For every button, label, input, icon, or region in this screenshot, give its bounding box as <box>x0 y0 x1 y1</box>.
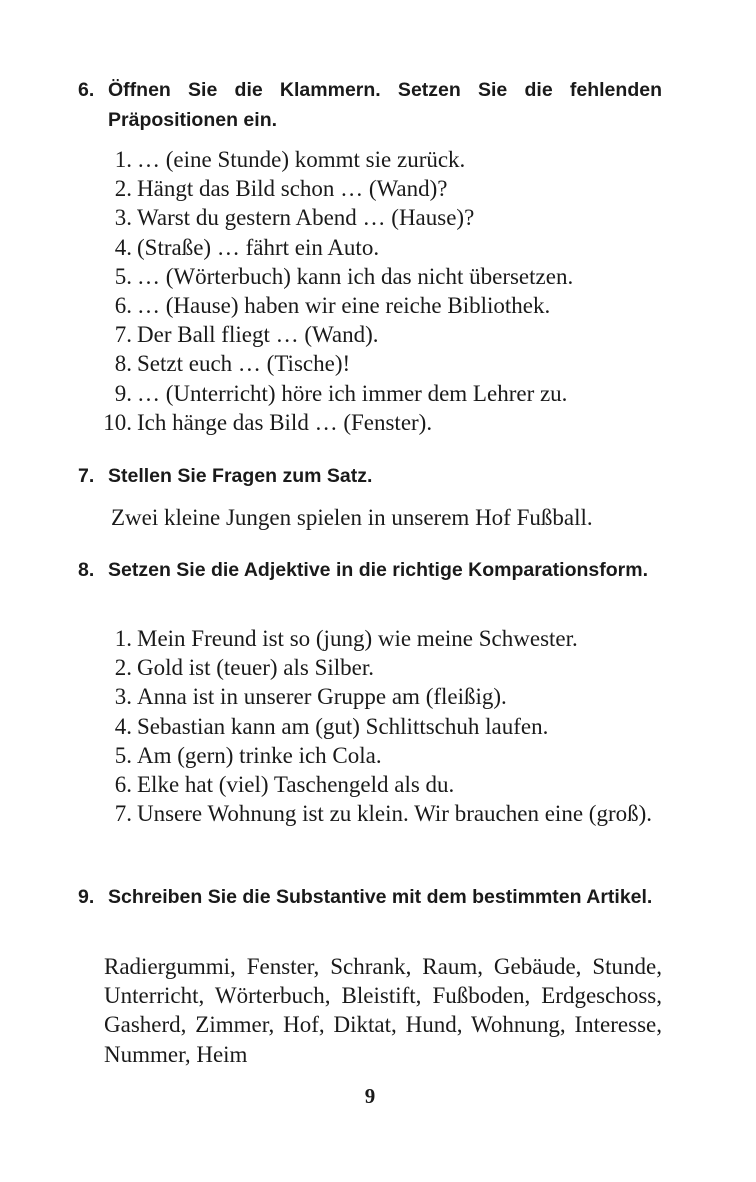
list-item <box>96 741 662 770</box>
exercise-number: 9. <box>78 886 95 908</box>
list-item <box>96 145 573 174</box>
list-item <box>96 203 573 232</box>
list-item <box>96 174 573 203</box>
exercise-8-list <box>96 624 662 828</box>
exercise-9-heading <box>78 882 662 912</box>
item-text: Unsere Wohnung ist zu klein. Wir brauchen eine (groß). <box>137 801 653 827</box>
list-item <box>96 408 573 437</box>
item-number: 4. <box>114 713 132 739</box>
item-number: 3. <box>114 205 132 231</box>
item-number: 3. <box>114 684 132 710</box>
list-item <box>96 320 573 349</box>
exercise-instruction: Stellen Sie Fragen zum Satz. <box>108 465 373 487</box>
item-text: Anna ist in unserer Gruppe am (fleißig). <box>137 684 507 710</box>
item-text: Mein Freund ist so (jung) wie meine Schwester. <box>137 626 578 651</box>
item-text: (Straße) … fährt ein Auto. <box>137 234 380 260</box>
exercise-number: 8. <box>78 559 95 581</box>
exercise-instruction: Setzen Sie die Adjektive in die richtige Komparationsform. <box>108 559 648 581</box>
list-item <box>96 653 662 682</box>
item-text: Setzt euch … (Tische)! <box>137 351 351 377</box>
exercise-7-sentence: Zwei kleine Jungen spielen in unserem Hof Fußball. <box>111 505 593 530</box>
exercise-number: 7. <box>78 465 95 487</box>
list-item <box>96 233 573 262</box>
list-item <box>96 770 662 799</box>
list-item <box>96 262 573 291</box>
list-item <box>96 712 662 741</box>
item-text: Gold ist (teuer) als Silber. <box>137 655 374 681</box>
item-number: 6. <box>114 293 132 319</box>
item-text: Am (gern) trinke ich Cola. <box>137 742 382 768</box>
item-number: 5. <box>114 263 132 289</box>
list-item <box>96 799 662 828</box>
item-text: Warst du gestern Abend … (Hause)? <box>137 205 475 231</box>
exercise-7-heading <box>78 461 662 491</box>
item-number: 4. <box>114 234 132 260</box>
item-text: Elke hat (viel) Taschengeld als du. <box>137 772 455 798</box>
item-text: … (Unterricht) höre ich immer dem Lehrer zu. <box>137 380 568 406</box>
item-number: 7. <box>114 322 132 348</box>
item-number: 7. <box>114 801 132 827</box>
list-item <box>96 624 662 653</box>
exercise-8-heading <box>78 555 662 585</box>
item-number: 5. <box>114 742 132 768</box>
page-number: 9 <box>364 1084 376 1108</box>
list-item <box>96 291 573 320</box>
exercise-9-word-list: Radiergummi, Fenster, Schrank, Raum, Gebäude, Stunde, Unterricht, Wörterbuch, Bleistift, Fußboden, Erdgeschoss, Gasherd, Zimmer, Hof, Diktat, Hund, Wohnung, Interesse, Nummer, Heim <box>104 954 662 1067</box>
item-number: 2. <box>114 176 132 202</box>
item-number: 8. <box>114 351 132 377</box>
item-text: Hängt das Bild schon … (Wand)? <box>137 176 448 202</box>
item-text: … (eine Stunde) kommt sie zurück. <box>137 147 466 172</box>
item-number: 9. <box>114 380 132 406</box>
list-item <box>96 682 662 711</box>
item-number: 1. <box>114 147 132 172</box>
item-number: 6. <box>114 772 132 798</box>
item-text: Ich hänge das Bild … (Fenster). <box>137 409 433 435</box>
exercise-instruction: Schreiben Sie die Substantive mit dem bestimmten Artikel. <box>108 886 653 908</box>
exercise-6-list <box>96 145 573 437</box>
exercise-number: 6. <box>78 79 95 101</box>
list-item <box>96 379 573 408</box>
list-item <box>96 349 573 378</box>
item-text: Der Ball fliegt … (Wand). <box>137 322 379 348</box>
item-text: … (Hause) haben wir eine reiche Bibliothek. <box>137 293 551 319</box>
item-number: 2. <box>114 655 132 681</box>
item-text: … (Wörterbuch) kann ich das nicht übersetzen. <box>137 263 574 289</box>
item-text: Sebastian kann am (gut) Schlittschuh laufen. <box>137 713 549 739</box>
exercise-6-heading <box>78 75 662 135</box>
item-number: 10. <box>103 409 132 435</box>
item-number: 1. <box>114 626 132 651</box>
exercise-instruction: Öffnen Sie die Klammern. Setzen Sie die fehlenden Präpositionen ein. <box>108 79 662 131</box>
